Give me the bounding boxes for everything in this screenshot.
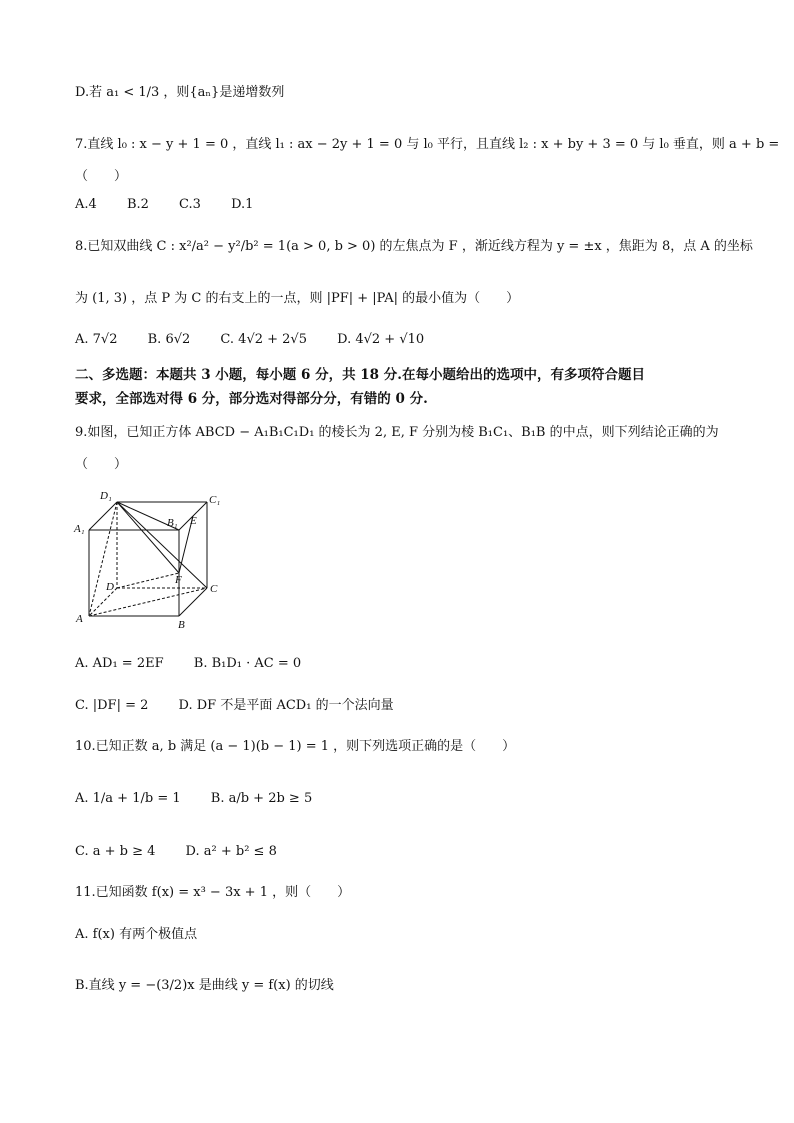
q9-option-c: C. |DF| = 2 [75, 698, 149, 713]
q9-stem: 9.如图，已知正方体 ABCD − A₁B₁C₁D₁ 的棱长为 2, E, F 分别为棱 B₁C₁、B₁B 的中点，则下列结论正确的为 [75, 425, 719, 440]
q10-option-d: D. a² + b² ≤ 8 [185, 844, 277, 859]
q11-option-a: A. f(x) 有两个极值点 [75, 927, 198, 942]
q8-option-c: C. 4√2 + 2√5 [220, 332, 307, 347]
q10-option-b: B. a/b + 2b ≥ 5 [210, 791, 313, 806]
q8-option-a: A. 7√2 [75, 332, 118, 347]
q7-option-a: A.4 [75, 197, 97, 212]
label-b: B [178, 619, 185, 630]
q10-options-ab [75, 790, 338, 808]
q6-option-d: D.若 a₁ < 1/3 ，则{aₙ}是递增数列 [75, 85, 285, 100]
q9-option-d: D. DF 不是平面 ACD₁ 的一个法向量 [178, 698, 394, 713]
q7-option-c: C.3 [179, 197, 201, 212]
q8-option-d: D. 4√2 + √10 [337, 332, 425, 347]
q8-stem-1: 8.已知双曲线 C : x²/a² − y²/b² = 1(a > 0, b > 0) 的左焦点为 F ，渐近线方程为 y = ±x ，焦距为 8，点 A 的坐标 [75, 239, 753, 254]
q8-stem-2: 为 (1, 3) ，点 P 为 C 的右支上的一点，则 |PF| + |PA| 的最小值为（ ） [75, 291, 520, 306]
q11-stem: 11.已知函数 f(x) = x³ − 3x + 1 ，则（ ） [75, 885, 351, 900]
label-f: F [175, 574, 182, 586]
q9-paren: （ ） [75, 457, 128, 472]
q7-option-b: B.2 [126, 197, 149, 212]
q9-options-cd [75, 697, 420, 715]
q7-stem: 7.直线 l₀ : x − y + 1 = 0 ，直线 l₁ : ax − 2y + 1 = 0 与 l₀ 平行，且直线 l₂ : x + by + 3 = 0 与 l₀ 垂直，则 a + b = [75, 137, 780, 152]
cube-figure [72, 490, 232, 630]
q10-option-c: C. a + b ≥ 4 [75, 844, 156, 859]
q9-option-a: A. AD₁ = 2EF [75, 656, 164, 671]
q8-option-b: B. 6√2 [147, 332, 191, 347]
section-heading-2: 要求，全部选对得 6 分，部分选对得部分分，有错的 0 分. [75, 391, 428, 407]
q7-option-d: D.1 [231, 197, 254, 212]
q9-option-b: B. B₁D₁ · AC = 0 [193, 656, 302, 671]
label-d: D [106, 581, 114, 593]
section-heading-1: 二、多选题：本题共 3 小题，每小题 6 分，共 18 分.在每小题给出的选项中，有多项符合题目 [75, 367, 645, 383]
q9-options-ab [75, 655, 327, 673]
label-c1: C₁ [209, 494, 221, 506]
q11-option-b: B.直线 y = −(3/2)x 是曲线 y = f(x) 的切线 [75, 978, 334, 993]
q8-options [75, 331, 450, 349]
q10-stem: 10.已知正数 a, b 满足 (a − 1)(b − 1) = 1 ，则下列选项正确的是（ ） [75, 739, 516, 754]
label-b1: B₁ [167, 517, 178, 529]
label-c: C [210, 583, 218, 595]
label-d1: D₁ [100, 490, 112, 502]
q10-options-cd [75, 843, 303, 861]
label-e: E [190, 515, 197, 527]
label-a1: A₁ [74, 523, 85, 535]
q7-options [75, 196, 279, 214]
q10-option-a: A. 1/a + 1/b = 1 [75, 791, 181, 806]
q7-paren: （ ） [75, 169, 128, 184]
label-a: A [76, 613, 83, 625]
